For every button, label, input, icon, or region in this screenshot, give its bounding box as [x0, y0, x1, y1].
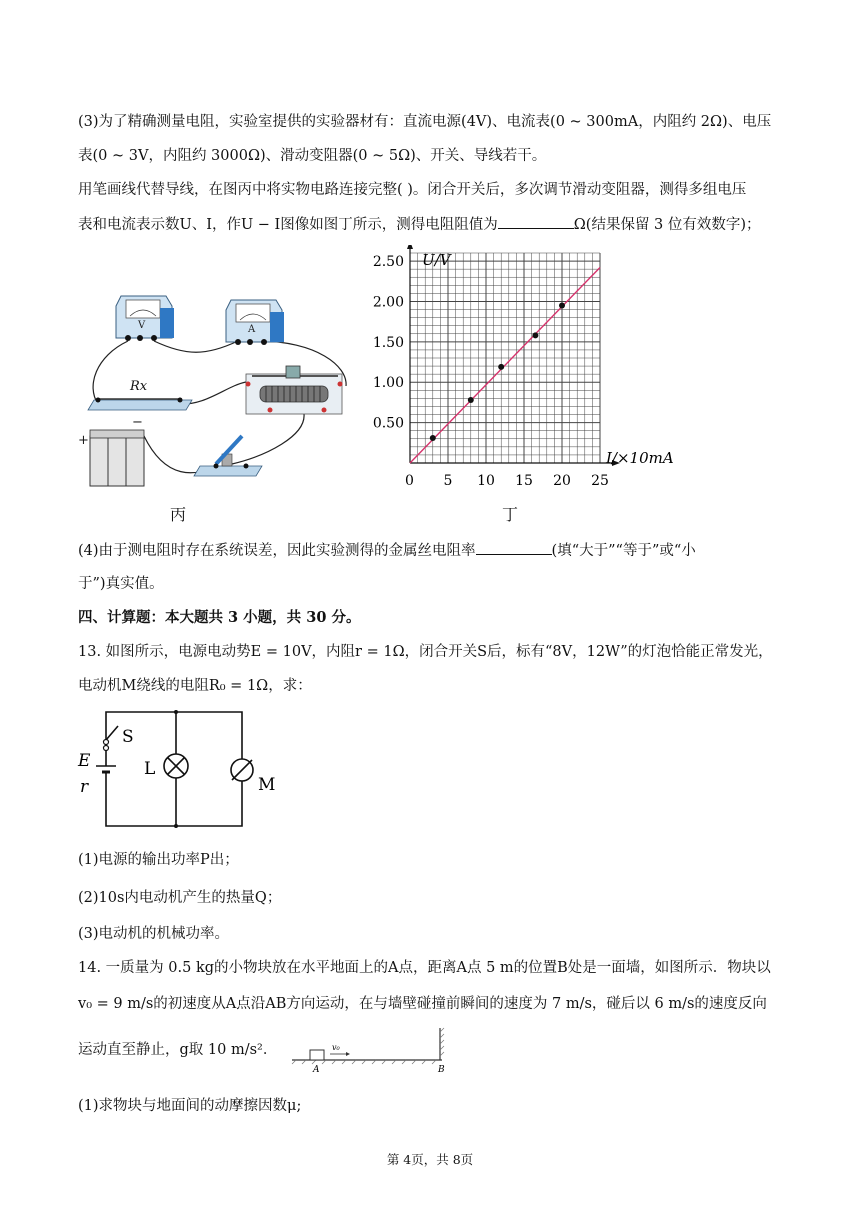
data-point	[532, 332, 538, 338]
q12-part3-line1: (3)为了精确测量电阻，实验室提供的实验器材有：直流电源(4V)、电流表(0 ~ 300mA，内阻约 2Ω)、电压	[78, 114, 772, 130]
figure-bing-caption: 丙	[170, 505, 187, 524]
q14-line3: 运动直至静止，g取 10 m/s²．	[78, 1042, 278, 1058]
q13-circuit-diagram	[76, 706, 286, 836]
y-tick-label: 0.50	[372, 415, 404, 432]
switch-label: S	[122, 727, 134, 747]
rheostat-icon	[246, 366, 343, 414]
q14-sub1: (1)求物块与地面间的动摩擦因数μ;	[78, 1098, 302, 1114]
q13-line2: 电动机M绕线的电阻R₀ = 1Ω，求：	[78, 678, 312, 694]
q12-part4-line1b: (填“大于”“等于”或“小	[551, 543, 696, 559]
q13-sub1: (1)电源的输出功率P出；	[78, 852, 239, 868]
point-b-label: B	[438, 1065, 445, 1075]
x-axis-label: I/×10mA	[606, 449, 674, 467]
figure-bing-apparatus	[76, 286, 356, 496]
q14-block-wall-diagram	[286, 1026, 456, 1076]
q12-part3-line3: 用笔画线代替导线，在图丙中将实物电路连接完整( )。闭合开关后，多次调节滑动变阻器，测得多组电压	[78, 182, 747, 198]
x-tick-label: 15	[515, 473, 533, 489]
y-tick-label: 1.50	[372, 334, 404, 351]
battery-icon	[78, 415, 144, 486]
q13-sub3: (3)电动机的机械功率。	[78, 926, 230, 942]
resistor-rx-icon	[88, 379, 192, 410]
emf-label: E	[78, 751, 91, 771]
resistor-rx-label: Rx	[130, 379, 148, 394]
x-tick-label: 20	[553, 473, 571, 489]
q12-part4-line1	[78, 540, 696, 561]
section-heading: 四、计算题：本大题共 3 小题，共 30 分。	[78, 609, 361, 626]
q14-line2: v₀ = 9 m/s的初速度从A点沿AB方向运动，在与墙壁碰撞前瞬间的速度为 7 m/s，碰后以 6 m/s的速度反向	[78, 996, 767, 1012]
data-point	[430, 435, 436, 441]
origin-label: 0	[405, 473, 414, 489]
y-tick-label: 2.50	[372, 254, 404, 271]
point-a-label: A	[313, 1065, 320, 1075]
ammeter-label: A	[248, 324, 256, 335]
voltmeter-label: V	[138, 320, 146, 331]
q12-part3-line2: 表(0 ~ 3V，内阻约 3000Ω)、滑动变阻器(0 ~ 5Ω)、开关、导线若干。	[78, 148, 547, 164]
q12-part3-line4b: Ω(结果保留 3 位有效数字)；	[573, 217, 761, 233]
q12-part3-line4	[78, 214, 761, 235]
q12-part3-line4a: 表和电流表示数U、I，作U − I图像如图丁所示，测得电阻阻值为	[78, 217, 498, 233]
switch-icon	[194, 436, 262, 476]
x-tick-label: 25	[591, 473, 609, 489]
q14-line1: 14. 一质量为 0.5 kg的小物块放在水平地面上的A点，距离A点 5 m的位置B处是一面墙，如图所示．物块以	[78, 960, 771, 976]
x-tick-label: 10	[477, 473, 495, 489]
battery-plus-label: +	[78, 433, 89, 448]
lamp-label: L	[144, 759, 156, 779]
y-tick-label: 1.00	[372, 375, 404, 392]
internal-resistance-label: r	[80, 777, 89, 797]
x-tick-label: 5	[443, 473, 453, 489]
ammeter-icon	[226, 300, 284, 345]
q12-part4-line1a: (4)由于测电阻时存在系统误差，因此实验测得的金属丝电阻率	[78, 543, 476, 559]
figure-ding-chart	[366, 245, 686, 495]
answer-blank-resistance[interactable]	[498, 214, 574, 229]
answer-blank-resistivity[interactable]	[476, 540, 552, 555]
v0-label: v₀	[332, 1043, 340, 1052]
motor-label: M	[258, 775, 276, 795]
q13-line1: 13. 如图所示，电源电动势E = 10V，内阻r = 1Ω，闭合开关S后，标有“8V，12W”的灯泡恰能正常发光，	[78, 644, 773, 660]
data-point	[498, 364, 504, 370]
q12-part4-line2: 于”)真实值。	[78, 576, 164, 592]
figure-ding-caption: 丁	[502, 505, 519, 524]
y-axis-label: U/V	[422, 251, 451, 269]
q13-sub2: (2)10s内电动机产生的热量Q；	[78, 890, 282, 906]
y-tick-label: 2.00	[372, 294, 404, 311]
voltmeter-icon	[116, 296, 174, 341]
y-axis-arrow	[407, 245, 413, 249]
data-point	[468, 397, 474, 403]
fit-line	[410, 268, 600, 463]
page-footer: 第 4页，共 8页	[386, 1152, 474, 1167]
battery-minus-label: −	[132, 415, 143, 430]
data-point	[559, 303, 565, 309]
